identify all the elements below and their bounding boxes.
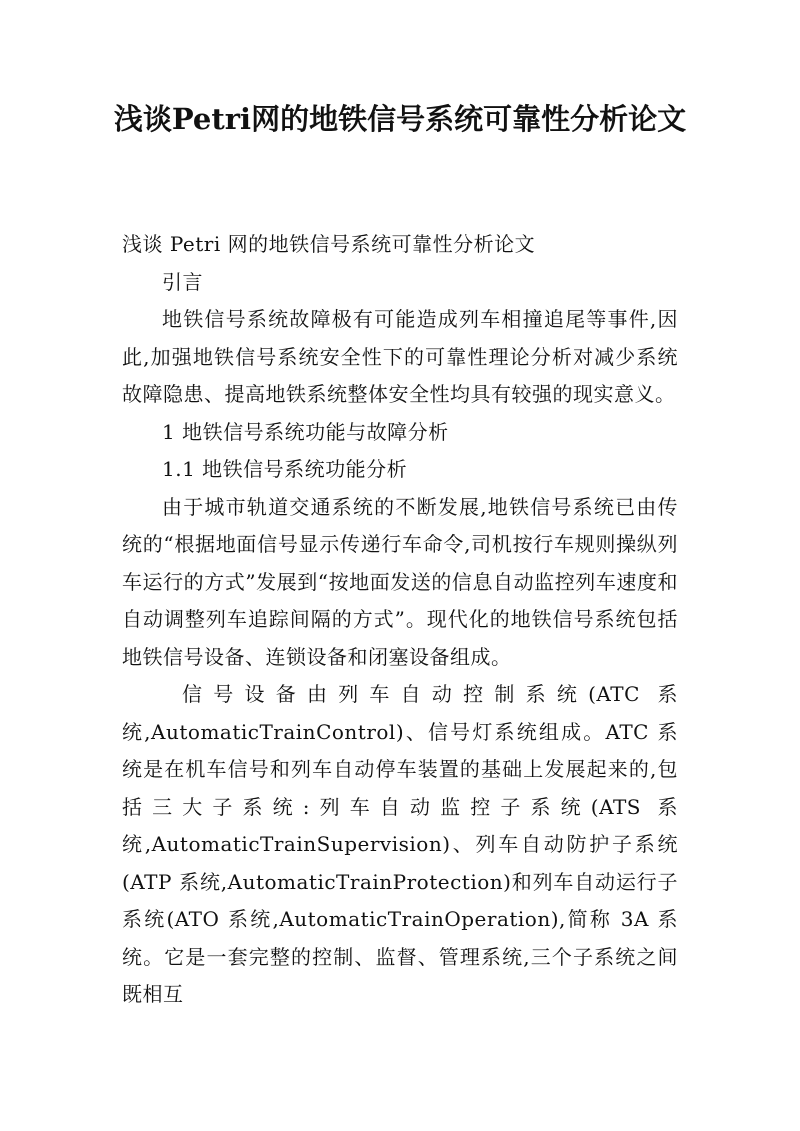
paragraph-intro: 地铁信号系统故障极有可能造成列车相撞追尾等事件,因此,加强地铁信号系统安全性下的可靠性理论分析对减少系统故障隐患、提高地铁系统整体安全性均具有较强的现实意义。 [122,307,678,406]
section-heading-1: 1 地铁信号系统功能与故障分析 [162,419,449,444]
paragraph-function: 由于城市轨道交通系统的不断发展,地铁信号系统已由传统的“根据地面信号显示传递行车命令,司机按行车规则操纵列车运行的方式”发展到“按地面发送的信息自动监控列车速度和自动调整列车追踪间隔的方式”。现代化的地铁信号系统包括地铁信号设备、连锁设备和闭塞设备组成。 [122,494,678,669]
paragraph-subtitle: 浅谈 Petri 网的地铁信号系统可靠性分析论文 [122,232,536,256]
paragraph-signal-equipment: 信号设备由列车自动控制系统(ATC 系统,AutomaticTrainControl)、信号灯系统组成。ATC 系统是在机车信号和列车自动停车装置的基础上发展起来的,包括三大子系统:列车自动监控子系统(ATS 系统,AutomaticTrainSupervision)、列车自动防护子系统(ATP 系统,AutomaticTrainProtection)和列车自动运行子系统(ATO 系统,AutomaticTrainOperation),简称 3A 系统。它是一套完整的控制、监督、管理系统,三个子系统之间既相互 [122,682,678,1006]
document-body [122,226,678,1014]
section-heading-1-1: 1.1 地铁信号系统功能分析 [162,457,408,481]
paragraph-intro-heading: 引言 [162,269,203,294]
document-title: 浅谈Petri网的地铁信号系统可靠性分析论文 [113,102,687,136]
